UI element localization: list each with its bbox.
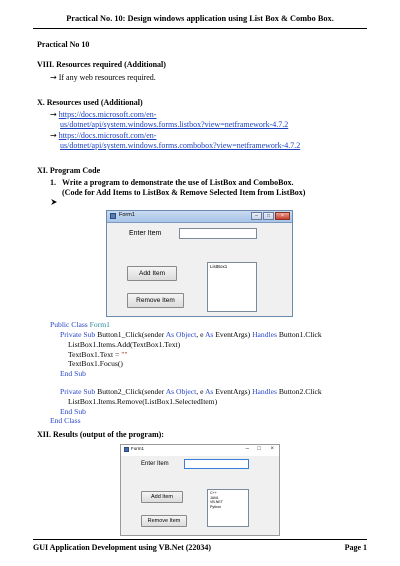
code-text: , e bbox=[196, 387, 205, 396]
section-11-heading: XI. Program Code bbox=[37, 166, 101, 175]
window-titlebar bbox=[107, 211, 292, 223]
item-textbox[interactable] bbox=[184, 459, 249, 469]
close-icon[interactable]: × bbox=[275, 212, 290, 220]
code-keyword: Private Sub bbox=[60, 387, 98, 396]
listbox[interactable]: ListBox1 bbox=[207, 262, 257, 312]
code-string: "" bbox=[121, 350, 128, 359]
code-text: , e bbox=[196, 330, 205, 339]
resource-link-2-line1[interactable]: https://docs.microsoft.com/en- bbox=[58, 131, 157, 140]
code-line-1 bbox=[50, 320, 110, 329]
header-divider bbox=[33, 28, 367, 29]
listbox[interactable] bbox=[207, 489, 249, 527]
minimize-icon[interactable]: – bbox=[245, 446, 249, 452]
right-arrow-icon: → bbox=[50, 110, 57, 119]
app-icon bbox=[124, 447, 129, 452]
page-header-title: Practical No. 10: Design windows application using List Box & Combo Box. bbox=[66, 14, 334, 23]
window-title: Form1 bbox=[119, 212, 135, 218]
code-keyword: Public Class bbox=[50, 320, 90, 329]
arrowhead-bullet-icon bbox=[50, 198, 58, 208]
question-line-1: Write a program to demonstrate the use of ListBox and ComboBox. bbox=[62, 178, 294, 187]
resource-link-1-line2[interactable]: us/dotnet/api/system.windows.forms.listbox?view=netframework-4.7.2 bbox=[60, 120, 289, 129]
code-text: Button2.Click bbox=[276, 387, 322, 396]
code-text: TextBox1.Text = bbox=[68, 350, 122, 359]
resource-link-1[interactable] bbox=[50, 110, 156, 119]
code-text: Button1_Click(sender bbox=[97, 330, 166, 339]
list-item[interactable]: Python bbox=[210, 504, 222, 509]
resource-link-2-line2[interactable]: us/dotnet/api/system.windows.forms.combobox?view=netframework-4.7.2 bbox=[60, 141, 301, 150]
item-textbox[interactable] bbox=[179, 228, 257, 239]
remove-item-button[interactable]: Remove Item bbox=[127, 293, 184, 308]
form-output-screenshot bbox=[120, 444, 280, 536]
resource-link-2[interactable] bbox=[50, 131, 156, 140]
footer-course: GUI Application Development using VB.Net (22034) bbox=[33, 543, 212, 552]
resource-link-1-line1[interactable]: https://docs.microsoft.com/en- bbox=[58, 110, 157, 119]
code-keyword: As Object bbox=[165, 330, 197, 339]
section-8-heading: VIII. Resources required (Additional) bbox=[37, 60, 166, 69]
code-keyword: Handles bbox=[252, 387, 277, 396]
window-titlebar bbox=[121, 445, 279, 456]
app-icon bbox=[110, 213, 116, 219]
question-number: 1. bbox=[50, 178, 56, 187]
practical-label: Practical No 10 bbox=[37, 40, 90, 49]
footer-divider bbox=[33, 539, 367, 540]
window-title: Form1 bbox=[131, 446, 145, 451]
remove-item-button[interactable]: Remove Item bbox=[141, 515, 187, 527]
code-line-7 bbox=[60, 387, 322, 396]
section-12-heading: XII. Results (output of the program): bbox=[37, 430, 164, 439]
code-keyword: As bbox=[204, 387, 214, 396]
code-text: EventArgs) bbox=[213, 387, 253, 396]
code-text: EventArgs) bbox=[213, 330, 253, 339]
list-item[interactable]: JAVA bbox=[210, 495, 219, 500]
close-icon[interactable]: × bbox=[270, 446, 274, 452]
right-arrow-icon: → bbox=[50, 73, 57, 82]
question-line-2: (Code for Add Items to ListBox & Remove Selected Item from ListBox) bbox=[62, 188, 306, 197]
maximize-icon[interactable]: □ bbox=[263, 212, 274, 220]
code-keyword: Private Sub bbox=[60, 330, 98, 339]
code-line-4 bbox=[68, 350, 127, 359]
right-arrow-icon: → bbox=[50, 131, 57, 140]
code-text: Button1.Click bbox=[276, 330, 322, 339]
footer-page-number: Page 1 bbox=[344, 543, 367, 552]
code-line-2 bbox=[60, 330, 322, 339]
code-keyword: As bbox=[204, 330, 214, 339]
minimize-icon[interactable]: – bbox=[251, 212, 262, 220]
code-line-5: TextBox1.Focus() bbox=[68, 359, 123, 368]
add-item-button[interactable]: Add Item bbox=[127, 266, 177, 281]
code-line-3: ListBox1.Items.Add(TextBox1.Text) bbox=[68, 340, 181, 349]
add-item-button[interactable]: Add Item bbox=[141, 491, 183, 503]
section-8-item-text: If any web resources required. bbox=[58, 73, 156, 82]
list-item[interactable]: C++ bbox=[210, 491, 217, 495]
section-8-item bbox=[50, 73, 156, 82]
list-item[interactable]: VB.NET bbox=[210, 500, 223, 504]
code-keyword: As Object bbox=[165, 387, 197, 396]
enter-item-label: Enter Item bbox=[141, 461, 169, 467]
form-designer-screenshot bbox=[106, 210, 293, 317]
code-line-8: ListBox1.Items.Remove(ListBox1.SelectedItem) bbox=[68, 397, 218, 406]
code-text: Button2_Click(sender bbox=[97, 387, 166, 396]
code-line-6: End Sub bbox=[60, 369, 86, 378]
enter-item-label: Enter Item bbox=[129, 230, 162, 237]
maximize-icon[interactable]: □ bbox=[257, 446, 261, 452]
code-line-10: End Class bbox=[50, 416, 81, 425]
code-line-9: End Sub bbox=[60, 407, 86, 416]
code-class-name: Form1 bbox=[89, 320, 110, 329]
code-keyword: Handles bbox=[252, 330, 277, 339]
section-10-heading: X. Resources used (Additional) bbox=[37, 98, 143, 107]
